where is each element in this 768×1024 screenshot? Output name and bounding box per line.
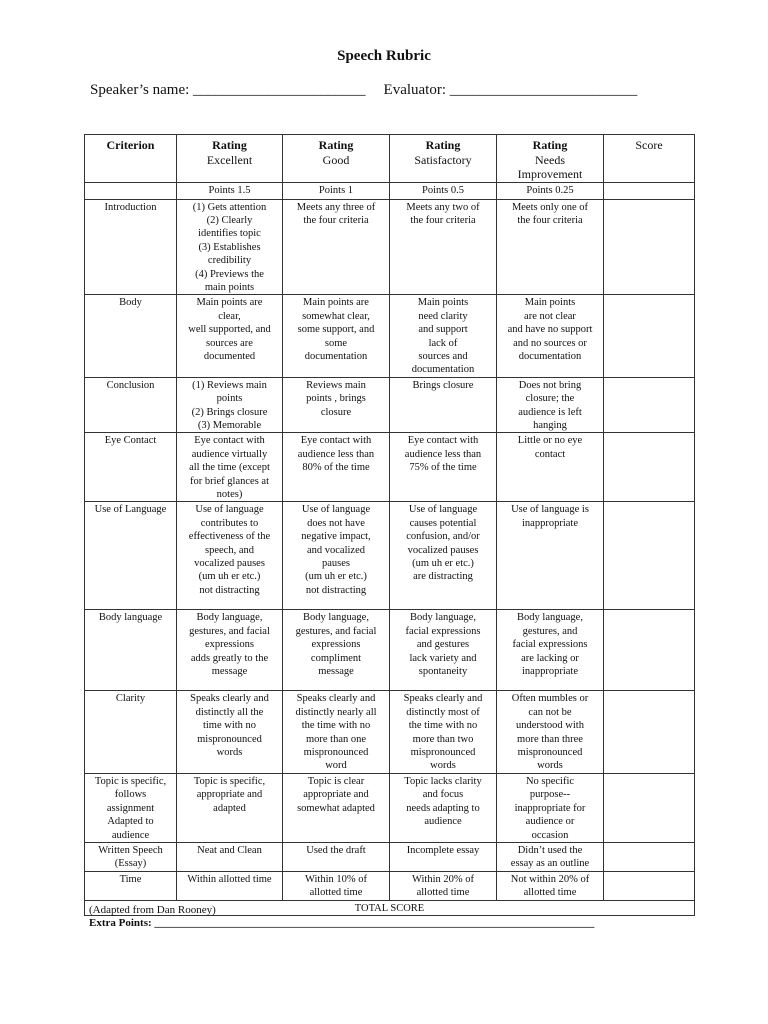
good-cell: Eye contact with audience less than 80% of the time	[283, 433, 390, 502]
good-cell: Reviews main points , brings closure	[283, 377, 390, 433]
satisfactory-cell: Speaks clearly and distinctly most of the time with no more than two mispronounced words	[390, 691, 497, 773]
criterion-cell: Eye Contact	[85, 433, 177, 502]
excellent-cell: Within allotted time	[177, 871, 283, 900]
points-cell: Points 0.5	[390, 182, 497, 199]
rubric-row	[85, 871, 695, 900]
criterion-cell: Body language	[85, 610, 177, 691]
criterion-cell: Conclusion	[85, 377, 177, 433]
rubric-row	[85, 199, 695, 295]
satisfactory-cell: Within 20% of allotted time	[390, 871, 497, 900]
satisfactory-cell: Brings closure	[390, 377, 497, 433]
score-cell[interactable]	[604, 433, 695, 502]
score-cell[interactable]	[604, 610, 695, 691]
extra-points-field[interactable]: Extra Points: ________________________________________________________________________________	[89, 917, 595, 929]
excellent-cell: Speaks clearly and distinctly all the time with no mispronounced words	[177, 691, 283, 773]
satisfactory-cell: Use of language causes potential confusion, and/or vocalized pauses (um uh er etc.) are distracting	[390, 502, 497, 610]
good-cell: Within 10% of allotted time	[283, 871, 390, 900]
rubric-body	[85, 199, 695, 900]
good-cell: Used the draft	[283, 842, 390, 871]
rubric-row	[85, 842, 695, 871]
page-title: Speech Rubric	[337, 48, 431, 64]
needs-improvement-cell: Not within 20% of allotted time	[497, 871, 604, 900]
score-cell[interactable]	[604, 691, 695, 773]
needs-improvement-cell: Does not bring closure; the audience is left hanging	[497, 377, 604, 433]
rubric-row	[85, 773, 695, 842]
score-cell[interactable]	[604, 377, 695, 433]
score-cell[interactable]	[604, 199, 695, 295]
evaluator-field[interactable]: Evaluator: _________________________	[383, 82, 638, 98]
excellent-cell: (1) Reviews main points (2) Brings closure (3) Memorable	[177, 377, 283, 433]
header-row	[85, 135, 695, 183]
score-cell[interactable]	[604, 842, 695, 871]
good-cell: Topic is clear appropriate and somewhat adapted	[283, 773, 390, 842]
good-cell: Use of language does not have negative impact, and vocalized pauses (um uh er etc.) not distracting	[283, 502, 390, 610]
points-cell: Points 0.25	[497, 182, 604, 199]
good-cell: Body language, gestures, and facial expressions compliment message	[283, 610, 390, 691]
criterion-cell: Topic is specific, follows assignment Adapted to audience	[85, 773, 177, 842]
rubric-row	[85, 502, 695, 610]
needs-improvement-cell: Didn’t used the essay as an outline	[497, 842, 604, 871]
header-needs-improvement: Rating Needs Improvement	[497, 135, 604, 183]
satisfactory-cell: Meets any two of the four criteria	[390, 199, 497, 295]
satisfactory-cell: Topic lacks clarity and focus needs adapting to audience	[390, 773, 497, 842]
rubric-row	[85, 295, 695, 377]
header-satisfactory: Rating Satisfactory	[390, 135, 497, 183]
good-cell: Main points are somewhat clear, some support, and some documentation	[283, 295, 390, 377]
rubric-table	[84, 134, 695, 916]
excellent-cell: Topic is specific, appropriate and adapted	[177, 773, 283, 842]
excellent-cell: Main points are clear, well supported, and sources are documented	[177, 295, 283, 377]
adapted-note: (Adapted from Dan Rooney)	[89, 904, 216, 916]
needs-improvement-cell: Main points are not clear and have no support and no sources or documentation	[497, 295, 604, 377]
criterion-cell: Clarity	[85, 691, 177, 773]
satisfactory-cell: Main points need clarity and support lack of sources and documentation	[390, 295, 497, 377]
total-score-label: TOTAL SCORE	[85, 900, 695, 915]
points-cell: Points 1.5	[177, 182, 283, 199]
points-cell: Points 1	[283, 182, 390, 199]
satisfactory-cell: Eye contact with audience less than 75% of the time	[390, 433, 497, 502]
excellent-cell: Eye contact with audience virtually all the time (except for brief glances at notes)	[177, 433, 283, 502]
points-cell	[604, 182, 695, 199]
score-cell[interactable]	[604, 502, 695, 610]
good-cell: Speaks clearly and distinctly nearly all the time with no more than one mispronounced word	[283, 691, 390, 773]
rubric-row	[85, 377, 695, 433]
excellent-cell: Body language, gestures, and facial expressions adds greatly to the message	[177, 610, 283, 691]
satisfactory-cell: Body language, facial expressions and gestures lack variety and spontaneity	[390, 610, 497, 691]
criterion-cell: Time	[85, 871, 177, 900]
excellent-cell: Use of language contributes to effectiveness of the speech, and vocalized pauses (um uh er etc.) not distracting	[177, 502, 283, 610]
criterion-cell: Written Speech (Essay)	[85, 842, 177, 871]
good-cell: Meets any three of the four criteria	[283, 199, 390, 295]
criterion-cell: Introduction	[85, 199, 177, 295]
needs-improvement-cell: No specific purpose-- inappropriate for audience or occasion	[497, 773, 604, 842]
header-score: Score	[604, 135, 695, 183]
header-good: Rating Good	[283, 135, 390, 183]
points-row	[85, 182, 695, 199]
header-excellent: Rating Excellent	[177, 135, 283, 183]
score-cell[interactable]	[604, 871, 695, 900]
score-cell[interactable]	[604, 295, 695, 377]
name-fields	[90, 82, 637, 99]
rubric-row	[85, 691, 695, 773]
needs-improvement-cell: Often mumbles or can not be understood with more than three mispronounced words	[497, 691, 604, 773]
needs-improvement-cell: Use of language is inappropriate	[497, 502, 604, 610]
criterion-cell: Body	[85, 295, 177, 377]
excellent-cell: (1) Gets attention (2) Clearly identifies topic (3) Establishes credibility (4) Previews the main points	[177, 199, 283, 295]
score-cell[interactable]	[604, 773, 695, 842]
needs-improvement-cell: Body language, gestures, and facial expressions are lacking or inappropriate	[497, 610, 604, 691]
speaker-name-field[interactable]: Speaker’s name: _______________________	[90, 82, 366, 98]
criterion-cell: Use of Language	[85, 502, 177, 610]
needs-improvement-cell: Meets only one of the four criteria	[497, 199, 604, 295]
needs-improvement-cell: Little or no eye contact	[497, 433, 604, 502]
rubric-row	[85, 610, 695, 691]
rubric-row	[85, 433, 695, 502]
excellent-cell: Neat and Clean	[177, 842, 283, 871]
header-criterion: Criterion	[85, 135, 177, 183]
points-cell	[85, 182, 177, 199]
satisfactory-cell: Incomplete essay	[390, 842, 497, 871]
